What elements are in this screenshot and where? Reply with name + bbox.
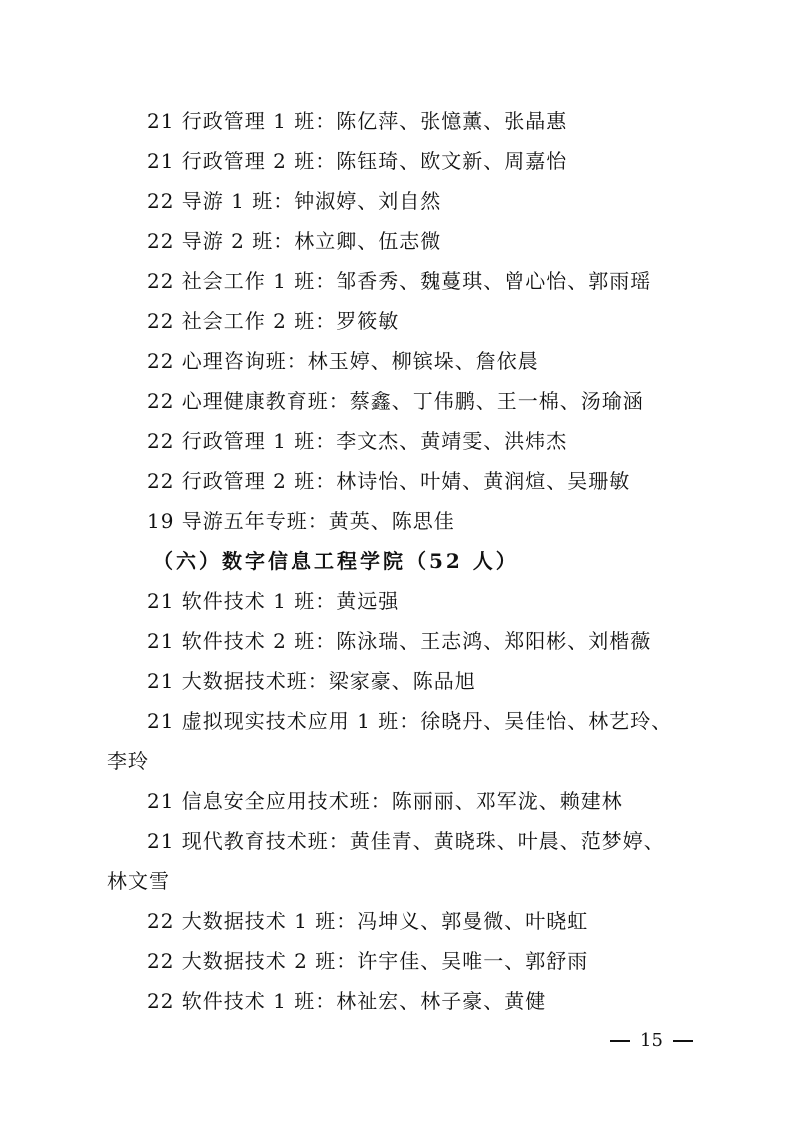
list-item: 21 大数据技术班：梁家豪、陈品旭 xyxy=(147,669,476,693)
dash-left xyxy=(610,1040,630,1042)
list-item: 22 导游 2 班：林立卿、伍志微 xyxy=(147,229,442,253)
list-item: 22 大数据技术 2 班：许宇佳、吴唯一、郭舒雨 xyxy=(147,949,589,973)
list-item-line: 21 现代教育技术班：黄佳青、黄晓珠、叶晨、范梦婷、 xyxy=(147,829,665,853)
list-item-wrapped xyxy=(107,701,673,781)
list-item: 22 心理咨询班：林玉婷、柳镔垛、詹依晨 xyxy=(147,349,539,373)
list-item: 22 心理健康教育班：蔡鑫、丁伟鹏、王一棉、汤瑜涵 xyxy=(147,389,644,413)
page-number: 15 xyxy=(640,1030,663,1051)
list-item-continuation: 林文雪 xyxy=(107,869,170,893)
list-item: 22 社会工作 2 班：罗筱敏 xyxy=(147,309,400,333)
document-body xyxy=(107,101,673,1021)
list-item: 19 导游五年专班：黄英、陈思佳 xyxy=(147,509,455,533)
list-item: 21 软件技术 2 班：陈泳瑞、王志鸿、郑阳彬、刘楷薇 xyxy=(147,629,652,653)
list-item: 22 大数据技术 1 班：冯坤义、郭曼微、叶晓虹 xyxy=(147,909,589,933)
list-item: 21 软件技术 1 班：黄远强 xyxy=(147,589,400,613)
list-item: 21 信息安全应用技术班：陈丽丽、邓军泷、赖建林 xyxy=(147,789,623,813)
list-item-wrapped xyxy=(107,821,667,901)
list-item: 22 行政管理 1 班：李文杰、黄靖雯、洪炜杰 xyxy=(147,429,568,453)
list-item: 21 行政管理 2 班：陈钰琦、欧文新、周嘉怡 xyxy=(147,149,568,173)
section-heading: （六）数字信息工程学院（52 人） xyxy=(153,549,519,573)
list-item-continuation: 李玲 xyxy=(107,749,149,773)
page-footer xyxy=(610,1030,693,1051)
list-item: 21 行政管理 1 班：陈亿萍、张憶薰、张晶惠 xyxy=(147,109,568,133)
list-item: 22 行政管理 2 班：林诗怡、叶婧、黄润煊、吴珊敏 xyxy=(147,469,631,493)
list-item-line: 21 虚拟现实技术应用 1 班：徐晓丹、吴佳怡、林艺玲、 xyxy=(147,709,673,733)
dash-right xyxy=(673,1040,693,1042)
list-item: 22 软件技术 1 班：林祉宏、林子豪、黄健 xyxy=(147,989,547,1013)
list-item: 22 社会工作 1 班：邹香秀、魏蔓琪、曾心怡、郭雨瑶 xyxy=(147,269,652,293)
list-item: 22 导游 1 班：钟淑婷、刘自然 xyxy=(147,189,442,213)
